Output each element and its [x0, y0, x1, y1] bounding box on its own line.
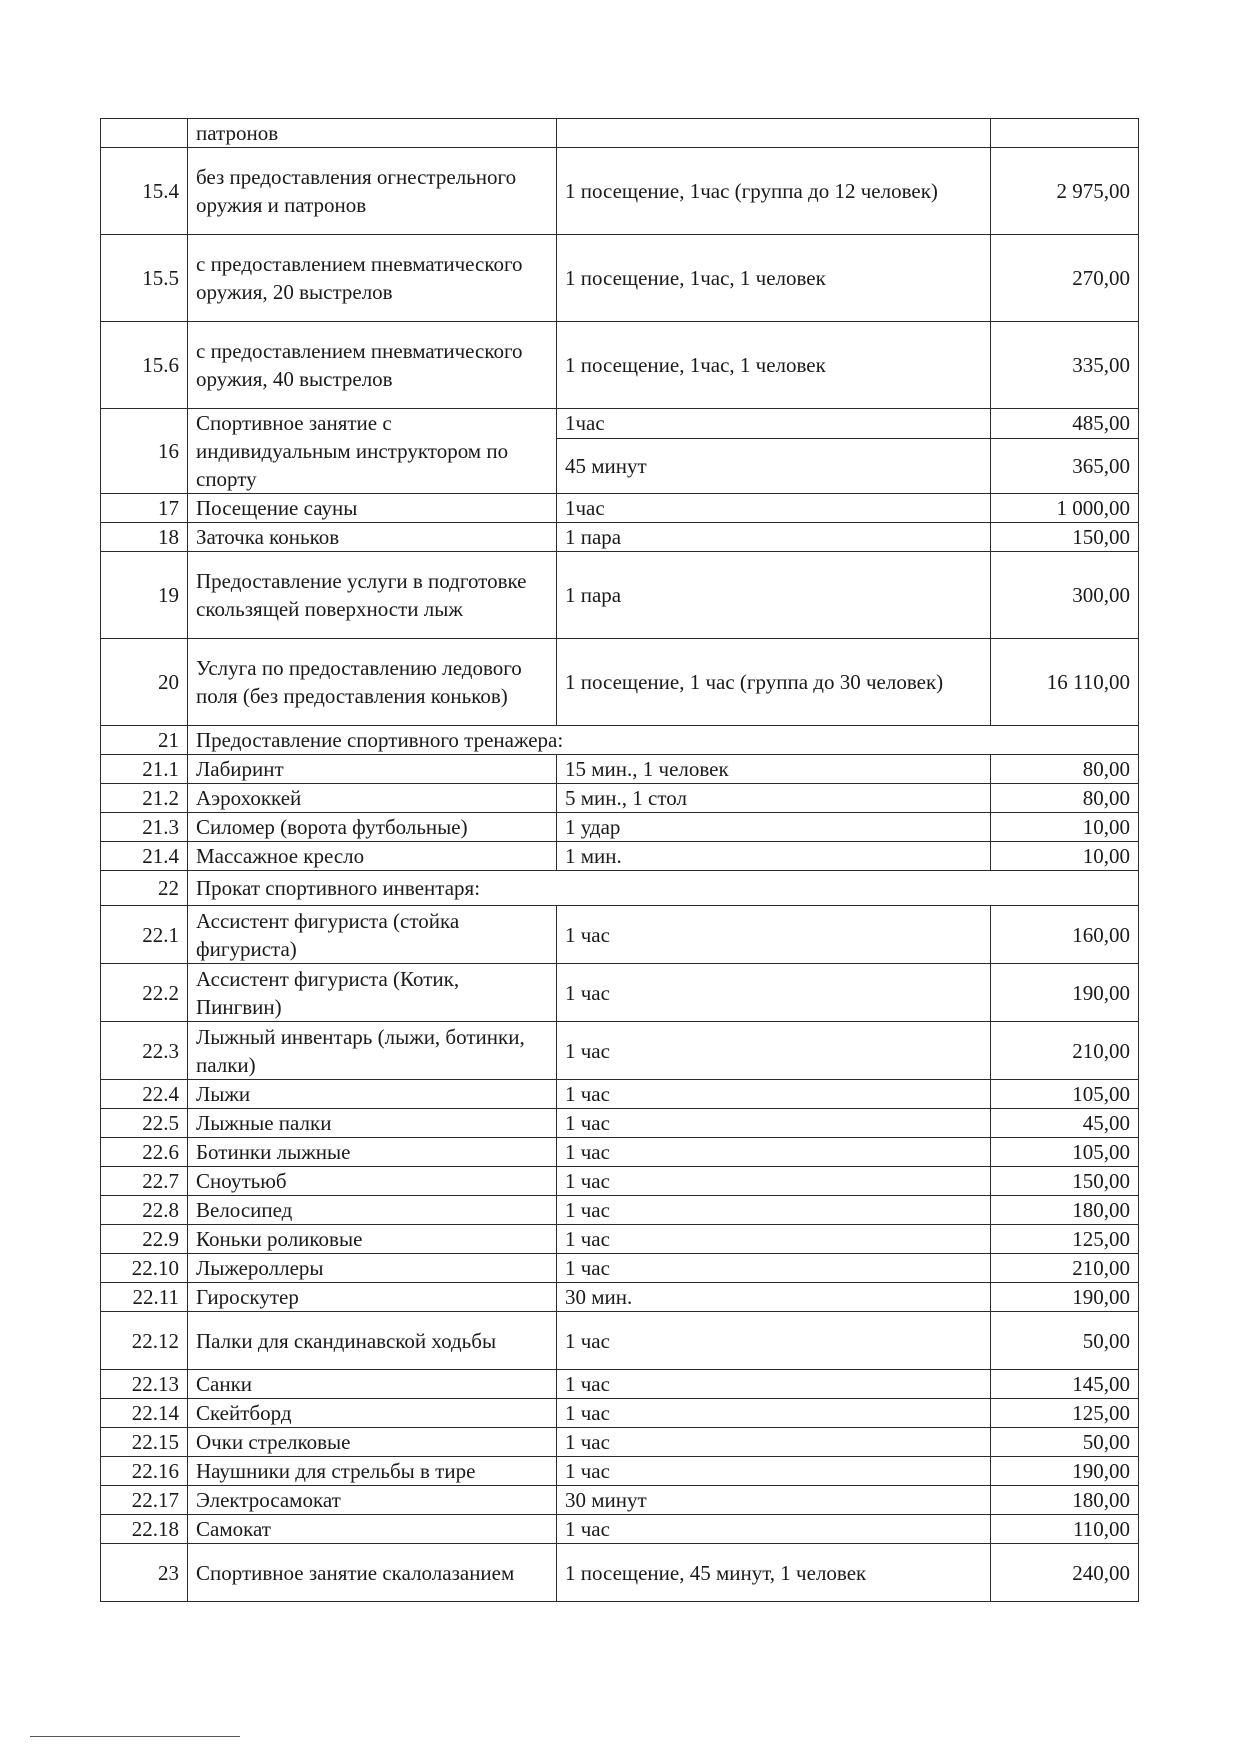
- row-number: 22.14: [101, 1399, 188, 1428]
- price-cell: 160,00: [991, 906, 1139, 964]
- price-table: [100, 118, 1139, 1602]
- row-number: 21.3: [101, 813, 188, 842]
- row-number: 22.12: [101, 1312, 188, 1370]
- table-row: [101, 639, 1139, 726]
- service-name: Лабиринт: [188, 755, 557, 784]
- unit-cell: 1 час: [557, 1109, 991, 1138]
- service-name: Лыжероллеры: [188, 1254, 557, 1283]
- price-cell: 190,00: [991, 1283, 1139, 1312]
- price-cell: 145,00: [991, 1370, 1139, 1399]
- table-row: [101, 784, 1139, 813]
- price-cell: 2 975,00: [991, 148, 1139, 235]
- price-cell: 180,00: [991, 1486, 1139, 1515]
- table-row: [101, 148, 1139, 235]
- price-cell: 190,00: [991, 964, 1139, 1022]
- unit-cell: 1 час: [557, 1370, 991, 1399]
- unit-cell: 1 час: [557, 1457, 991, 1486]
- table-row: [101, 1428, 1139, 1457]
- service-name: Гироскутер: [188, 1283, 557, 1312]
- row-number: 22.17: [101, 1486, 188, 1515]
- price-cell: 50,00: [991, 1312, 1139, 1370]
- unit-cell: 1 час: [557, 1312, 991, 1370]
- service-name: Самокат: [188, 1515, 557, 1544]
- table-row: [101, 813, 1139, 842]
- row-number: 22.8: [101, 1196, 188, 1225]
- price-cell: 150,00: [991, 1167, 1139, 1196]
- unit-cell: 1 час: [557, 1225, 991, 1254]
- unit-cell: 1 час: [557, 906, 991, 964]
- unit-cell: 1 час: [557, 1515, 991, 1544]
- table-row: [101, 1515, 1139, 1544]
- row-number: 15.5: [101, 235, 188, 322]
- table-row: [101, 1225, 1139, 1254]
- unit-cell: 1 посещение, 1час, 1 человек: [557, 235, 991, 322]
- row-number: 17: [101, 494, 188, 523]
- table-row: [101, 1486, 1139, 1515]
- row-number: 22.10: [101, 1254, 188, 1283]
- row-number: 21: [101, 726, 188, 755]
- unit-cell: 30 мин.: [557, 1283, 991, 1312]
- service-name: Предоставление услуги в подготовке скользящей поверхности лыж: [188, 552, 557, 639]
- price-cell: 210,00: [991, 1254, 1139, 1283]
- service-name: Посещение сауны: [188, 494, 557, 523]
- price-cell: 80,00: [991, 755, 1139, 784]
- service-name: с предоставлением пневматического оружия, 20 выстрелов: [188, 235, 557, 322]
- unit-cell: 1 час: [557, 1428, 991, 1457]
- price-cell: 335,00: [991, 322, 1139, 409]
- price-cell: 125,00: [991, 1399, 1139, 1428]
- unit-cell: 30 минут: [557, 1486, 991, 1515]
- row-number: 18: [101, 523, 188, 552]
- price-cell: 365,00: [991, 438, 1139, 493]
- price-cell: 485,00: [991, 409, 1139, 439]
- service-name: Сноутьюб: [188, 1167, 557, 1196]
- price-cell: 45,00: [991, 1109, 1139, 1138]
- row-number: 19: [101, 552, 188, 639]
- table-row: [101, 119, 1139, 148]
- unit-cell: 1 час: [557, 964, 991, 1022]
- service-name: Спортивное занятие скалолазанием: [188, 1544, 557, 1602]
- unit-cell: 1 мин.: [557, 842, 991, 871]
- table-row: [101, 1167, 1139, 1196]
- table-row: [101, 964, 1139, 1022]
- row-number: 22.3: [101, 1022, 188, 1080]
- row-number: 22.7: [101, 1167, 188, 1196]
- service-name: Ассистент фигуриста (стойка фигуриста): [188, 906, 557, 964]
- row-number: [101, 119, 188, 148]
- table-row: [101, 1312, 1139, 1370]
- service-name: Коньки роликовые: [188, 1225, 557, 1254]
- table-row: [101, 1544, 1139, 1602]
- row-number: 22.2: [101, 964, 188, 1022]
- service-name: Лыжные палки: [188, 1109, 557, 1138]
- row-number: 23: [101, 1544, 188, 1602]
- unit-cell: 1час: [557, 409, 991, 439]
- service-name: Очки стрелковые: [188, 1428, 557, 1457]
- row-number: 22.5: [101, 1109, 188, 1138]
- table-row: [101, 755, 1139, 784]
- table-row: [101, 494, 1139, 523]
- price-cell: 105,00: [991, 1080, 1139, 1109]
- section-heading: Предоставление спортивного тренажера:: [188, 726, 1139, 755]
- service-name: Ботинки лыжные: [188, 1138, 557, 1167]
- service-name: Палки для скандинавской ходьбы: [188, 1312, 557, 1370]
- price-cell: 10,00: [991, 813, 1139, 842]
- table-row: [101, 235, 1139, 322]
- price-cell: 210,00: [991, 1022, 1139, 1080]
- price-cell: 125,00: [991, 1225, 1139, 1254]
- unit-cell: 1 посещение, 1 час (группа до 30 человек): [557, 639, 991, 726]
- service-name: Санки: [188, 1370, 557, 1399]
- price-cell: 50,00: [991, 1428, 1139, 1457]
- table-row: [101, 1283, 1139, 1312]
- service-name: Силомер (ворота футбольные): [188, 813, 557, 842]
- service-name: Заточка коньков: [188, 523, 557, 552]
- table-row: [101, 1196, 1139, 1225]
- price-cell: 190,00: [991, 1457, 1139, 1486]
- service-name: Велосипед: [188, 1196, 557, 1225]
- service-name: Электросамокат: [188, 1486, 557, 1515]
- price-cell: 16 110,00: [991, 639, 1139, 726]
- unit-cell: 15 мин., 1 человек: [557, 755, 991, 784]
- table-row: [101, 409, 1139, 439]
- price-cell: [991, 119, 1139, 148]
- table-row: [101, 322, 1139, 409]
- row-number: 15.6: [101, 322, 188, 409]
- row-number: 20: [101, 639, 188, 726]
- table-row: [101, 523, 1139, 552]
- price-cell: 240,00: [991, 1544, 1139, 1602]
- row-number: 21.1: [101, 755, 188, 784]
- table-row: [101, 552, 1139, 639]
- table-row: [101, 906, 1139, 964]
- row-number: 22.4: [101, 1080, 188, 1109]
- unit-cell: 1 посещение, 1час (группа до 12 человек): [557, 148, 991, 235]
- price-cell: 150,00: [991, 523, 1139, 552]
- price-cell: 300,00: [991, 552, 1139, 639]
- row-number: 22.1: [101, 906, 188, 964]
- unit-cell: 1 час: [557, 1022, 991, 1080]
- service-name: без предоставления огнестрельного оружия и патронов: [188, 148, 557, 235]
- unit-cell: 1 час: [557, 1080, 991, 1109]
- service-name: Услуга по предоставлению ледового поля (без предоставления коньков): [188, 639, 557, 726]
- price-cell: 1 000,00: [991, 494, 1139, 523]
- table-row: [101, 871, 1139, 906]
- table-row: [101, 1457, 1139, 1486]
- table-row: [101, 726, 1139, 755]
- table-row: [101, 1080, 1139, 1109]
- row-number: 22: [101, 871, 188, 906]
- scan-edge-line: [30, 1736, 240, 1737]
- table-row: [101, 1399, 1139, 1428]
- section-heading: Прокат спортивного инвентаря:: [188, 871, 1139, 906]
- unit-cell: 1 час: [557, 1254, 991, 1283]
- unit-cell: 1 час: [557, 1138, 991, 1167]
- row-number: 22.6: [101, 1138, 188, 1167]
- row-number: 21.4: [101, 842, 188, 871]
- row-number: 15.4: [101, 148, 188, 235]
- unit-cell: 1 пара: [557, 523, 991, 552]
- unit-cell: 1час: [557, 494, 991, 523]
- unit-cell: 1 час: [557, 1167, 991, 1196]
- price-cell: 180,00: [991, 1196, 1139, 1225]
- unit-cell: 1 пара: [557, 552, 991, 639]
- service-name: Массажное кресло: [188, 842, 557, 871]
- price-cell: 110,00: [991, 1515, 1139, 1544]
- unit-cell: 45 минут: [557, 438, 991, 493]
- row-number: 22.18: [101, 1515, 188, 1544]
- row-number: 22.11: [101, 1283, 188, 1312]
- row-number: 22.16: [101, 1457, 188, 1486]
- unit-cell: 1 час: [557, 1399, 991, 1428]
- unit-cell: [557, 119, 991, 148]
- table-row: [101, 842, 1139, 871]
- unit-cell: 1 удар: [557, 813, 991, 842]
- row-number: 21.2: [101, 784, 188, 813]
- service-name: Спортивное занятие с индивидуальным инструктором по спорту: [188, 409, 557, 494]
- service-name: Аэрохоккей: [188, 784, 557, 813]
- service-name: Наушники для стрельбы в тире: [188, 1457, 557, 1486]
- unit-cell: 5 мин., 1 стол: [557, 784, 991, 813]
- service-name: патронов: [188, 119, 557, 148]
- table-row: [101, 1109, 1139, 1138]
- price-cell: 10,00: [991, 842, 1139, 871]
- row-number: 22.9: [101, 1225, 188, 1254]
- price-cell: 270,00: [991, 235, 1139, 322]
- table-row: [101, 1370, 1139, 1399]
- table-row: [101, 1022, 1139, 1080]
- row-number: 22.15: [101, 1428, 188, 1457]
- price-cell: 105,00: [991, 1138, 1139, 1167]
- table-row: [101, 1138, 1139, 1167]
- price-cell: 80,00: [991, 784, 1139, 813]
- row-number: 22.13: [101, 1370, 188, 1399]
- service-name: Лыжный инвентарь (лыжи, ботинки, палки): [188, 1022, 557, 1080]
- row-number: 16: [101, 409, 188, 494]
- service-name: с предоставлением пневматического оружия, 40 выстрелов: [188, 322, 557, 409]
- service-name: Лыжи: [188, 1080, 557, 1109]
- unit-cell: 1 посещение, 45 минут, 1 человек: [557, 1544, 991, 1602]
- unit-cell: 1 посещение, 1час, 1 человек: [557, 322, 991, 409]
- unit-cell: 1 час: [557, 1196, 991, 1225]
- service-name: Ассистент фигуриста (Котик, Пингвин): [188, 964, 557, 1022]
- service-name: Скейтборд: [188, 1399, 557, 1428]
- table-row: [101, 1254, 1139, 1283]
